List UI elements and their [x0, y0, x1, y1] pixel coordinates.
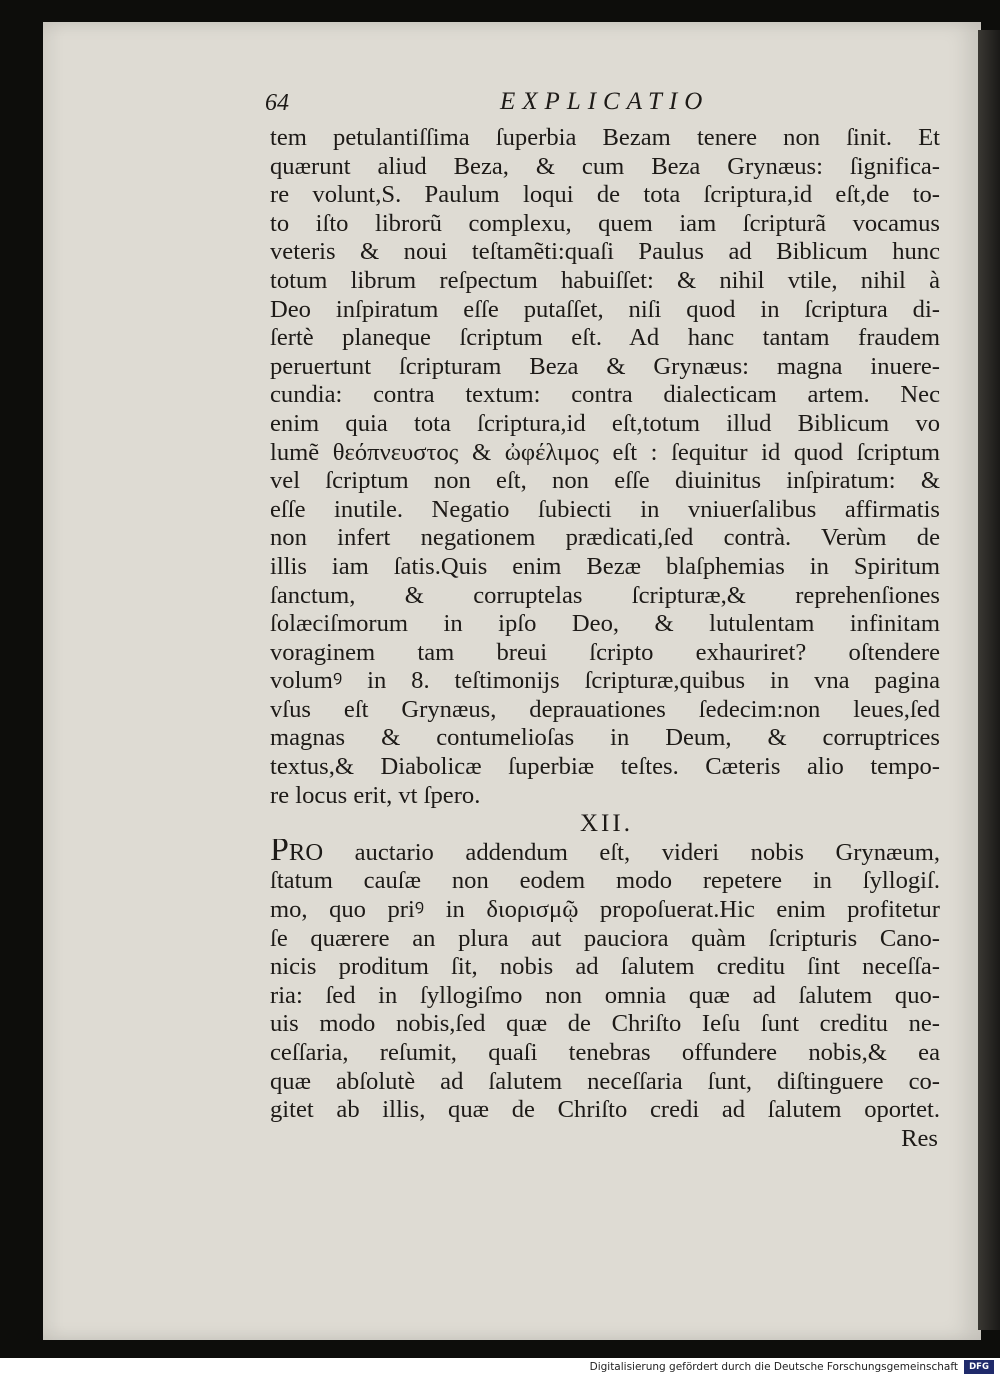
text-line: Deo inſpiratum eſſe putaſſet, niſi quod in ſcriptura di- — [270, 295, 940, 323]
text-block — [270, 124, 940, 1155]
text-line: nicis proditum ſit, nobis ad ſalutem creditu ſint neceſſa- — [270, 953, 940, 981]
text-line: totum librum reſpectum habuiſſet: & nihil vtile, nihil à — [270, 266, 940, 294]
text-line: peruertunt ſcripturam Beza & Grynæus: magna inuere- — [270, 352, 940, 380]
text-line: vſus eſt Grynæus, deprauationes ſedecim:non leues,ſed — [270, 695, 940, 723]
text-line: voraginem tam breui ſcripto exhauriret? oſtendere — [270, 638, 940, 666]
first-line-text: RO auctario addendum eſt, videri nobis Grynæum, — [288, 838, 940, 866]
text-line: textus,& Diabolicæ ſuperbiæ teſtes. Cæteris alio tempo- — [270, 753, 940, 781]
text-line: uis modo nobis,ſed quæ de Chriſto Ieſu ſunt creditu ne- — [270, 1010, 940, 1038]
text-line: tem petulantiſſima ſuperbia Bezam tenere non ſinit. Et — [270, 124, 940, 151]
header-title: EXPLICATIO — [500, 88, 710, 115]
text-line: gitet ab illis, quæ de Chriſto credi ad ſalutem oportet. — [270, 1096, 940, 1124]
text-line: illis iam ſatis.Quis enim Bezæ blaſphemias in Spiritum — [270, 552, 940, 580]
running-head — [265, 88, 945, 124]
text-line: ſertè planeque ſcriptum eſt. Ad hanc tantam fraudem — [270, 324, 940, 352]
page-edge — [978, 30, 1000, 1330]
text-line: ſanctum, & corruptelas ſcripturæ,& reprehenſiones — [270, 581, 940, 609]
paragraph-twelve — [270, 867, 940, 1124]
text-line: non infert negationem prædicati,ſed contrà. Verùm de — [270, 524, 940, 552]
text-line: ſe quærere an plura aut pauciora quàm ſcripturis Cano- — [270, 924, 940, 952]
section-heading: XII. — [580, 810, 633, 838]
text-line — [270, 839, 940, 868]
text-line: veteris & noui teſtamẽti:quaſi Paulus ad Biblicum hunc — [270, 238, 940, 266]
paragraph-eleven — [270, 124, 940, 810]
text-line: ſolæciſmorum in ipſo Deo, & lutulentam infinitam — [270, 610, 940, 638]
text-line: volumꝰ in 8. teſtimonijs ſcripturæ,quibus in vna pagina — [270, 667, 940, 695]
text-line: quæ abſolutè ad ſalutem neceſſaria ſunt, diſtinguere co- — [270, 1067, 940, 1095]
text-line: enim quia tota ſcriptura,id eſt,totum illud Biblicum vo — [270, 409, 940, 437]
text-line: ria: ſed in ſyllogiſmo non omnia quæ ad ſalutem quo- — [270, 981, 940, 1009]
page-number: 64 — [265, 90, 289, 116]
catchword: Res — [901, 1124, 938, 1152]
text-line: re volunt,S. Paulum loqui de tota ſcriptura,id eſt,de to- — [270, 181, 940, 209]
text-line: eſſe inutile. Negatio ſubiecti in vniuerſalibus affirmatis — [270, 495, 940, 523]
drop-cap: P — [270, 838, 289, 868]
text-line: cundia: contra textum: contra dialecticam artem. Nec — [270, 381, 940, 409]
text-line: ſtatum cauſæ non eodem modo repetere in ſyllogiſ. — [270, 867, 940, 895]
footer-credit: Digitalisierung gefördert durch die Deutsche Forschungsgemeinschaft — [589, 1361, 958, 1373]
text-line: magnas & contumelioſas in Deum, & corruptrices — [270, 724, 940, 752]
text-line: to iſto librorũ complexu, quem iam ſcripturã vocamus — [270, 209, 940, 237]
text-line: re locus erit, vt ſpero. — [270, 781, 481, 809]
text-line: lumẽ θεόπνευστος & ὠφέλιμος eſt : ſequitur id quod ſcriptum — [270, 438, 940, 466]
text-line: ceſſaria, reſumit, quaſi tenebras offundere nobis,& ea — [270, 1039, 940, 1066]
text-line: vel ſcriptum non eſt, non eſſe diuinitus inſpiratum: & — [270, 467, 940, 495]
text-line: mo, quo priꝰ in διορισμῷ propoſuerat.Hic enim profitetur — [270, 896, 940, 924]
footer-bar — [0, 1358, 1000, 1378]
dfg-logo: DFG — [964, 1360, 994, 1374]
text-line: quærunt aliud Beza, & cum Beza Grynæus: ſignifica- — [270, 152, 940, 180]
